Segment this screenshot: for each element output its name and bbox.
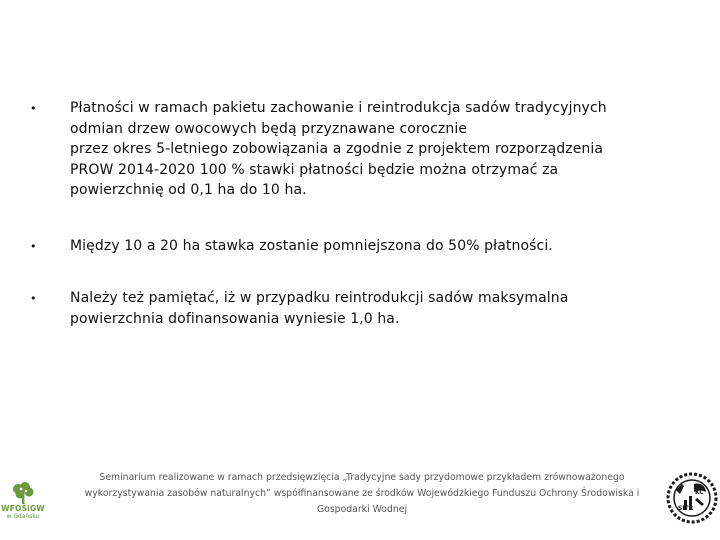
bullet-line: przez okres 5-letniego zobowiązania a zgodnie z projektem rozporządzenia [70,141,604,157]
bullet-text [70,288,568,329]
footer-line: Seminarium realizowane w ramach przedsięwzięcia „Tradycyjne sady przydomowe przykładem zrównoważonego [99,472,625,483]
logo-left-subtitle: w Gdańsku [6,513,40,520]
bullet-line: odmian drzew owocowych będą przyznawane corocznie [70,120,468,137]
bullet-line: PROW 2014-2020 100 % stawki płatności będzie można otrzymać za [70,161,559,178]
footer-line: Gospodarki Wodnej [316,504,408,515]
bullet-item-payments [26,98,666,201]
bullet-marker: • [30,102,37,115]
bullet-line: powierzchnię od 0,1 ha do 10 ha. [70,182,307,198]
logo-left-title: WFOŚiGW [1,504,45,513]
society-seal-logo [664,470,720,526]
bullet-item-reduction [26,236,666,258]
bullet-marker: • [30,292,37,305]
svg-text:SITR: SITR [678,505,694,512]
svg-text:KC: KC [695,489,704,496]
bullet-text [70,98,607,201]
bullet-text [70,236,553,258]
tree-icon [8,482,38,504]
bullet-line: Płatności w ramach pakietu zachowanie i reintrodukcja sadów tradycyjnych [70,100,607,116]
seal-icon [664,470,720,526]
bullet-line: powierzchnia dofinansowania wyniesie 1,0 ha. [70,310,400,327]
footer-note [62,470,662,518]
bullet-item-max-area [26,288,666,329]
footer-line: wykorzystywania zasobów naturalnych” współfinansowane ze środków Wojewódzkiego Funduszu Ochrony Środowiska i [84,488,640,499]
bullet-line: Należy też pamiętać, iż w przypadku reintrodukcji sadów maksymalna [70,290,569,306]
bullet-line: Między 10 a 20 ha stawka zostanie pomniejszona do 50% płatności. [70,238,553,254]
wfosigw-logo [0,482,46,532]
bullet-marker: • [30,240,37,253]
